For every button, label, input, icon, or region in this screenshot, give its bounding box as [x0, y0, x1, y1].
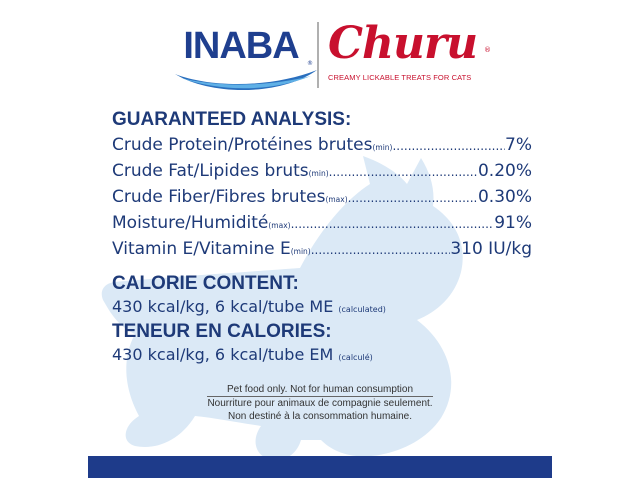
nutrient-label: Crude Fiber/Fibres brutes — [112, 187, 326, 207]
churu-logo — [322, 18, 497, 98]
inaba-logo — [171, 18, 321, 98]
calorie-text: 430 kcal/kg, 6 kcal/tube ME — [112, 297, 334, 316]
dot-leader — [392, 133, 505, 159]
nutrient-qualifier: (min) — [372, 143, 393, 152]
nutrient-value: 310 IU/kg — [450, 239, 532, 259]
nutrient-row-fiber — [112, 184, 532, 210]
nutrient-value: 91% — [494, 213, 532, 233]
nutrient-label: Crude Protein/Protéines brutes — [112, 135, 373, 155]
nutrient-label: Vitamin E/Vitamine E — [112, 239, 291, 259]
logo-divider — [317, 22, 319, 88]
footer-bar — [88, 456, 552, 478]
calorie-heading: CALORIE CONTENT: — [112, 273, 299, 294]
nutrient-qualifier: (min) — [290, 247, 311, 256]
churu-tagline: CREAMY LICKABLE TREATS FOR CATS — [328, 73, 472, 82]
analysis-heading: GUARANTEED ANALYSIS: — [112, 109, 352, 130]
inaba-wordmark: INABA — [183, 25, 299, 67]
brand-header — [0, 18, 640, 98]
calorie-content — [112, 272, 532, 321]
teneur-heading: TENEUR EN CALORIES: — [112, 321, 332, 342]
nutrient-qualifier: (max) — [325, 195, 348, 204]
calorie-line — [112, 296, 532, 321]
disclaimer — [192, 383, 448, 423]
nutrient-row-protein — [112, 132, 532, 158]
churu-wordmark: Churu — [328, 18, 478, 69]
calorie-note: (calculated) — [338, 305, 386, 314]
nutrient-label: Crude Fat/Lipides bruts — [112, 161, 309, 181]
teneur-note: (calculé) — [338, 353, 373, 362]
nutrient-qualifier: (min) — [308, 169, 329, 178]
dot-leader — [291, 211, 495, 237]
inaba-registered-mark: ® — [307, 60, 313, 67]
guaranteed-analysis — [112, 108, 532, 262]
nutrient-row-fat — [112, 158, 532, 184]
churu-registered-mark: ® — [484, 46, 491, 54]
nutrient-qualifier: (max) — [268, 221, 291, 230]
dot-leader — [348, 185, 478, 211]
dot-leader — [311, 237, 451, 263]
nutrient-label: Moisture/Humidité — [112, 213, 269, 233]
wave-icon — [171, 66, 321, 96]
nutrient-value: 0.20% — [477, 161, 532, 181]
nutrient-value: 0.30% — [477, 187, 532, 207]
teneur-line — [112, 344, 532, 369]
disclaimer-line: Pet food only. Not for human consumption — [226, 384, 414, 395]
nutrient-row-moisture — [112, 210, 532, 236]
dot-leader — [329, 159, 478, 185]
teneur-en-calories — [112, 320, 532, 369]
disclaimer-line: Nourriture pour animaux de compagnie seulement. — [207, 398, 433, 409]
nutrient-row-vitamin-e — [112, 236, 532, 262]
teneur-text: 430 kcal/kg, 6 kcal/tube EM — [112, 345, 334, 364]
disclaimer-line: Non destiné à la consommation humaine. — [228, 411, 412, 422]
nutrient-value: 7% — [505, 135, 532, 155]
